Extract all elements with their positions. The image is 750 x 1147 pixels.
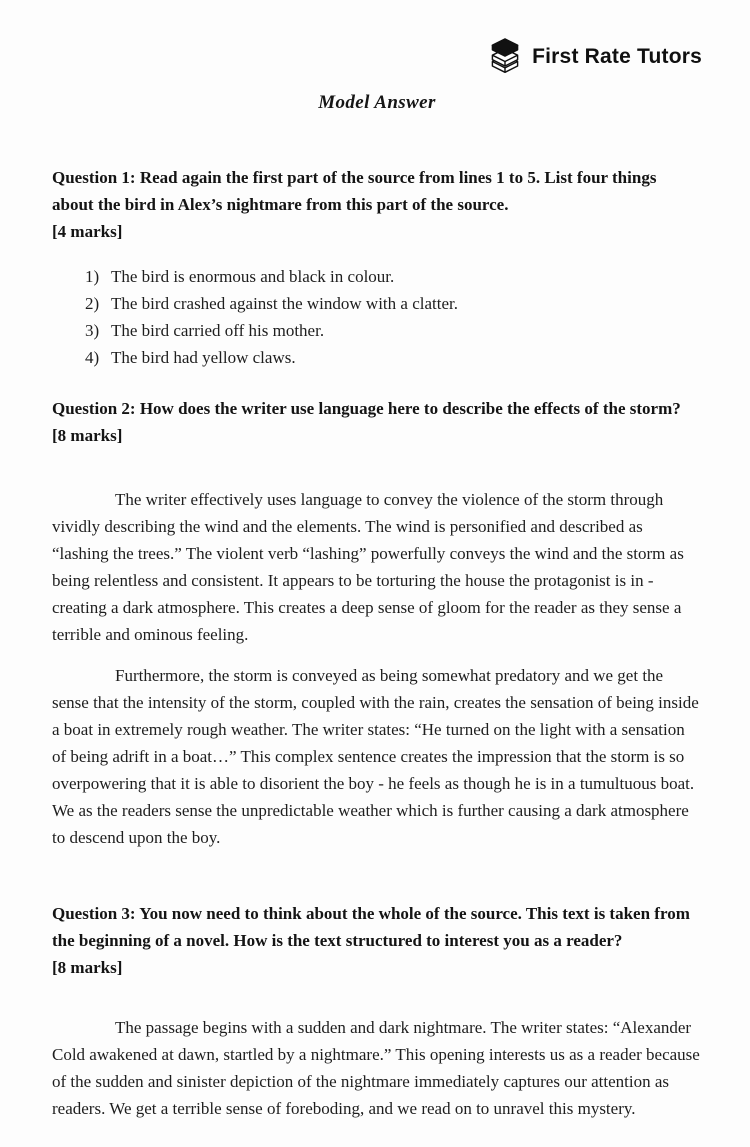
list-item-number: 2) [85,294,100,313]
answer-paragraph: The writer effectively uses language to convey the violence of the storm through vividly describing the wind and the elements. The wind is personified and described as “lashing the trees.” The violent verb “lashing” powerfully conveys the wind and the storm as being relentless and consistent. It appears to be torturing the house the protagonist is in - creating a dark atmosphere. This creates a deep sense of gloom for the reader as they sense a terrible and ominous feeling. [52,490,684,644]
answer-paragraph: Furthermore, the storm is conveyed as being somewhat predatory and we get the sense that the intensity of the storm, coupled with the rain, creates the sensation of being inside a boat in extremely rough weather. The writer states: “He turned on the light with a sensation of being adrift in a boat…” This complex sentence creates the impression that the storm is so overpowering that it is able to disorient the boy - he feels as though he is in a tumultuous boat. We as the readers sense the unpredictable weather which is further causing a dark atmosphere to descend upon the boy. [52,666,699,847]
section-question-2 [52,395,702,851]
list-item-text: The bird is enormous and black in colour. [111,267,395,286]
question-3-marks: [8 marks] [52,958,123,977]
question-1-text: Question 1: Read again the first part of the source from lines 1 to 5. List four things about the bird in Alex’s nightmare from this part of the source. [52,168,657,214]
question-3-text: Question 3: You now need to think about the whole of the source. This text is taken from the beginning of a novel. How is the text structured to interest you as a reader? [52,904,690,950]
list-item-number: 4) [85,348,100,367]
question-1-heading [52,164,702,245]
list-item [85,290,702,317]
list-item-number: 1) [85,267,100,286]
question-3-heading [52,900,702,981]
question-1-answer-list [85,263,702,371]
brand-name: First Rate Tutors [532,45,702,68]
answer-paragraph: The passage begins with a sudden and dark nightmare. The writer states: “Alexander Cold awakened at dawn, startled by a nightmare.” This opening interests us as a reader because of the sudden and sinister depiction of the nightmare immediately captures our attention as readers. We get a terrible sense of foreboding, and we read on to unravel this mystery. [52,1018,700,1118]
list-item [85,344,702,371]
question-2-heading [52,395,702,449]
page-title: Model Answer [318,92,436,113]
section-question-1 [52,164,702,371]
list-item-text: The bird carried off his mother. [111,321,325,340]
section-question-3 [52,900,702,1122]
list-item [85,263,702,290]
question-2-marks: [8 marks] [52,426,123,445]
list-item-text: The bird had yellow claws. [111,348,296,367]
books-stack-icon [487,37,523,77]
question-1-marks: [4 marks] [52,222,123,241]
list-item-number: 3) [85,321,100,340]
document-page [0,36,750,1147]
list-item-text: The bird crashed against the window with a clatter. [111,294,458,313]
question-2-text: Question 2: How does the writer use language here to describe the effects of the storm? [52,399,681,418]
brand-header [52,36,702,78]
list-item [85,317,702,344]
